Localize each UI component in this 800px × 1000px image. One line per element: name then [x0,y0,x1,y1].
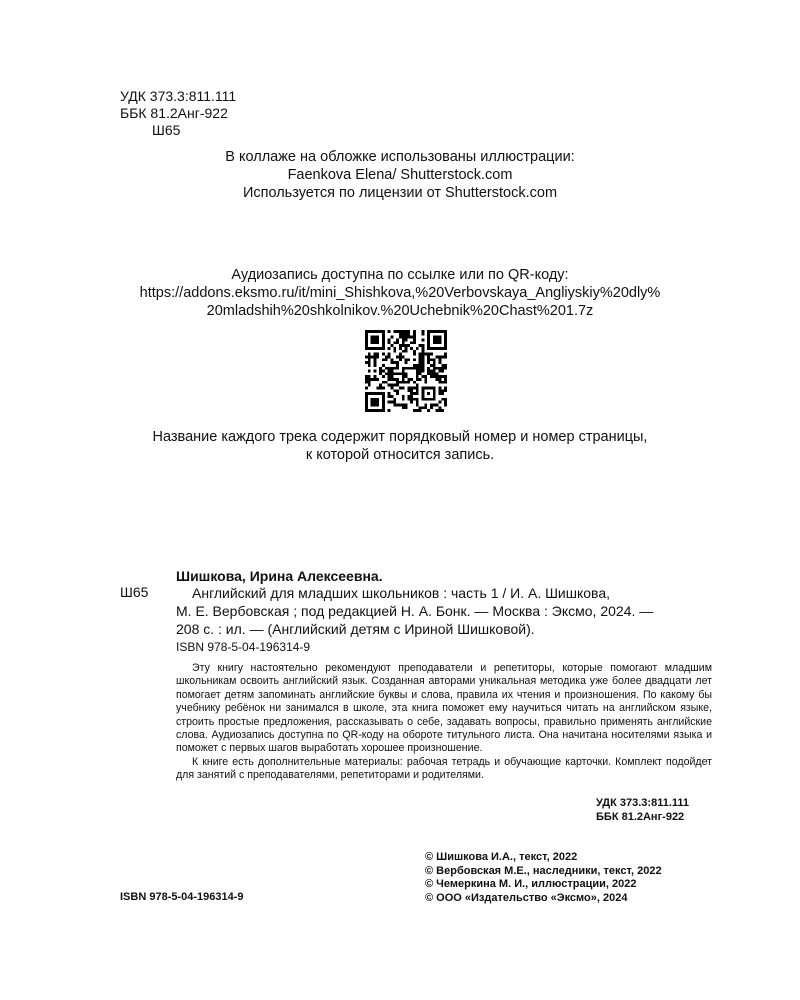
bbk-code: ББК 81.2Анг-922 [120,105,228,121]
bibliography-record [176,584,712,638]
cover-credits-line: В коллаже на обложке использованы иллюстрации: [225,149,575,165]
audio-url-line[interactable]: 20mladshih%20shkolnikov.%20Uchebnik%20Chast%201.7z [206,303,594,319]
cover-credits-line: Faenkova Elena/ Shutterstock.com [287,167,513,183]
annotation-paragraph: К книге есть дополнительные материалы: рабочая тетрадь и обучающие карточки. Комплект подойдет для занятий с преподавателями, репетиторами и родителями. [176,755,712,782]
annotation [176,662,712,783]
track-note [0,428,800,464]
udk-code-right: УДК 373.3:811.111 [596,797,690,809]
isbn-bottom: ISBN 978-5-04-196314-9 [120,891,244,903]
bibliography-line: Английский для младших школьников : часть 1 / И. А. Шишкова, [192,585,611,601]
copyright-line: © Чемеркина М. И., иллюстрации, 2022 [425,878,637,891]
bibliography-line: М. Е. Вербовская ; под редакцией Н. А. Бонк. — Москва : Эксмо, 2024. — [176,603,654,619]
bibliography-code: Ш65 [120,584,149,600]
bibliography-line: 208 с. : ил. — (Английский детям с Ириной Шишковой). [176,621,535,637]
copyright-block [425,851,662,905]
copyright-line: © Шишкова И.А., текст, 2022 [425,851,578,863]
copyright-line: © Вербовская М.Е., наследники, текст, 2022 [425,864,662,877]
qr-code-icon[interactable] [365,330,447,412]
bibliography-author: Шишкова, Ирина Алексеевна. [176,568,383,584]
track-note-line: Название каждого трека содержит порядковый номер и номер страницы, [152,429,648,445]
audio-info [0,266,800,320]
cover-credits-line: Используется по лицензии от Shutterstock.com [242,185,558,201]
annotation-paragraph: Эту книгу настоятельно рекомендуют преподаватели и репетиторы, которые помогают младшим школьникам освоить английский язык. Созданная авторами уникальная методика уже более двадцати лет помогает детям запоминать английские буквы и слова, правила их чтения и произношения. По какому бы учебнику ребёнок ни занимался в школе, эта книга поможет ему научиться читать на английском языке, строить простые предложения, рассказывать о себе, задавать вопросы, правильно применять английские слова. Аудиозапись доступна по QR-коду на обороте титульного листа. Она начитана носителями языка и поможет с первых шагов выработать хорошее произношение. [176,662,712,755]
bbk-code-right: ББК 81.2Анг-922 [596,810,685,823]
catalog-codes [120,88,236,139]
bibliography-isbn: ISBN 978-5-04-196314-9 [176,640,311,654]
audio-caption: Аудиозапись доступна по ссылке или по QR-коду: [231,267,569,283]
author-code: Ш65 [152,122,181,138]
copyright-line: © ООО «Издательство «Эксмо», 2024 [425,891,628,904]
track-note-line: к которой относится запись. [305,447,495,463]
catalog-codes-right [596,797,689,824]
udk-code: УДК 373.3:811.111 [120,88,237,104]
audio-url-line[interactable]: https://addons.eksmo.ru/it/mini_Shishkova,%20Verbovskaya_Angliyskiy%20dly% [139,285,661,301]
cover-credits [0,148,800,202]
